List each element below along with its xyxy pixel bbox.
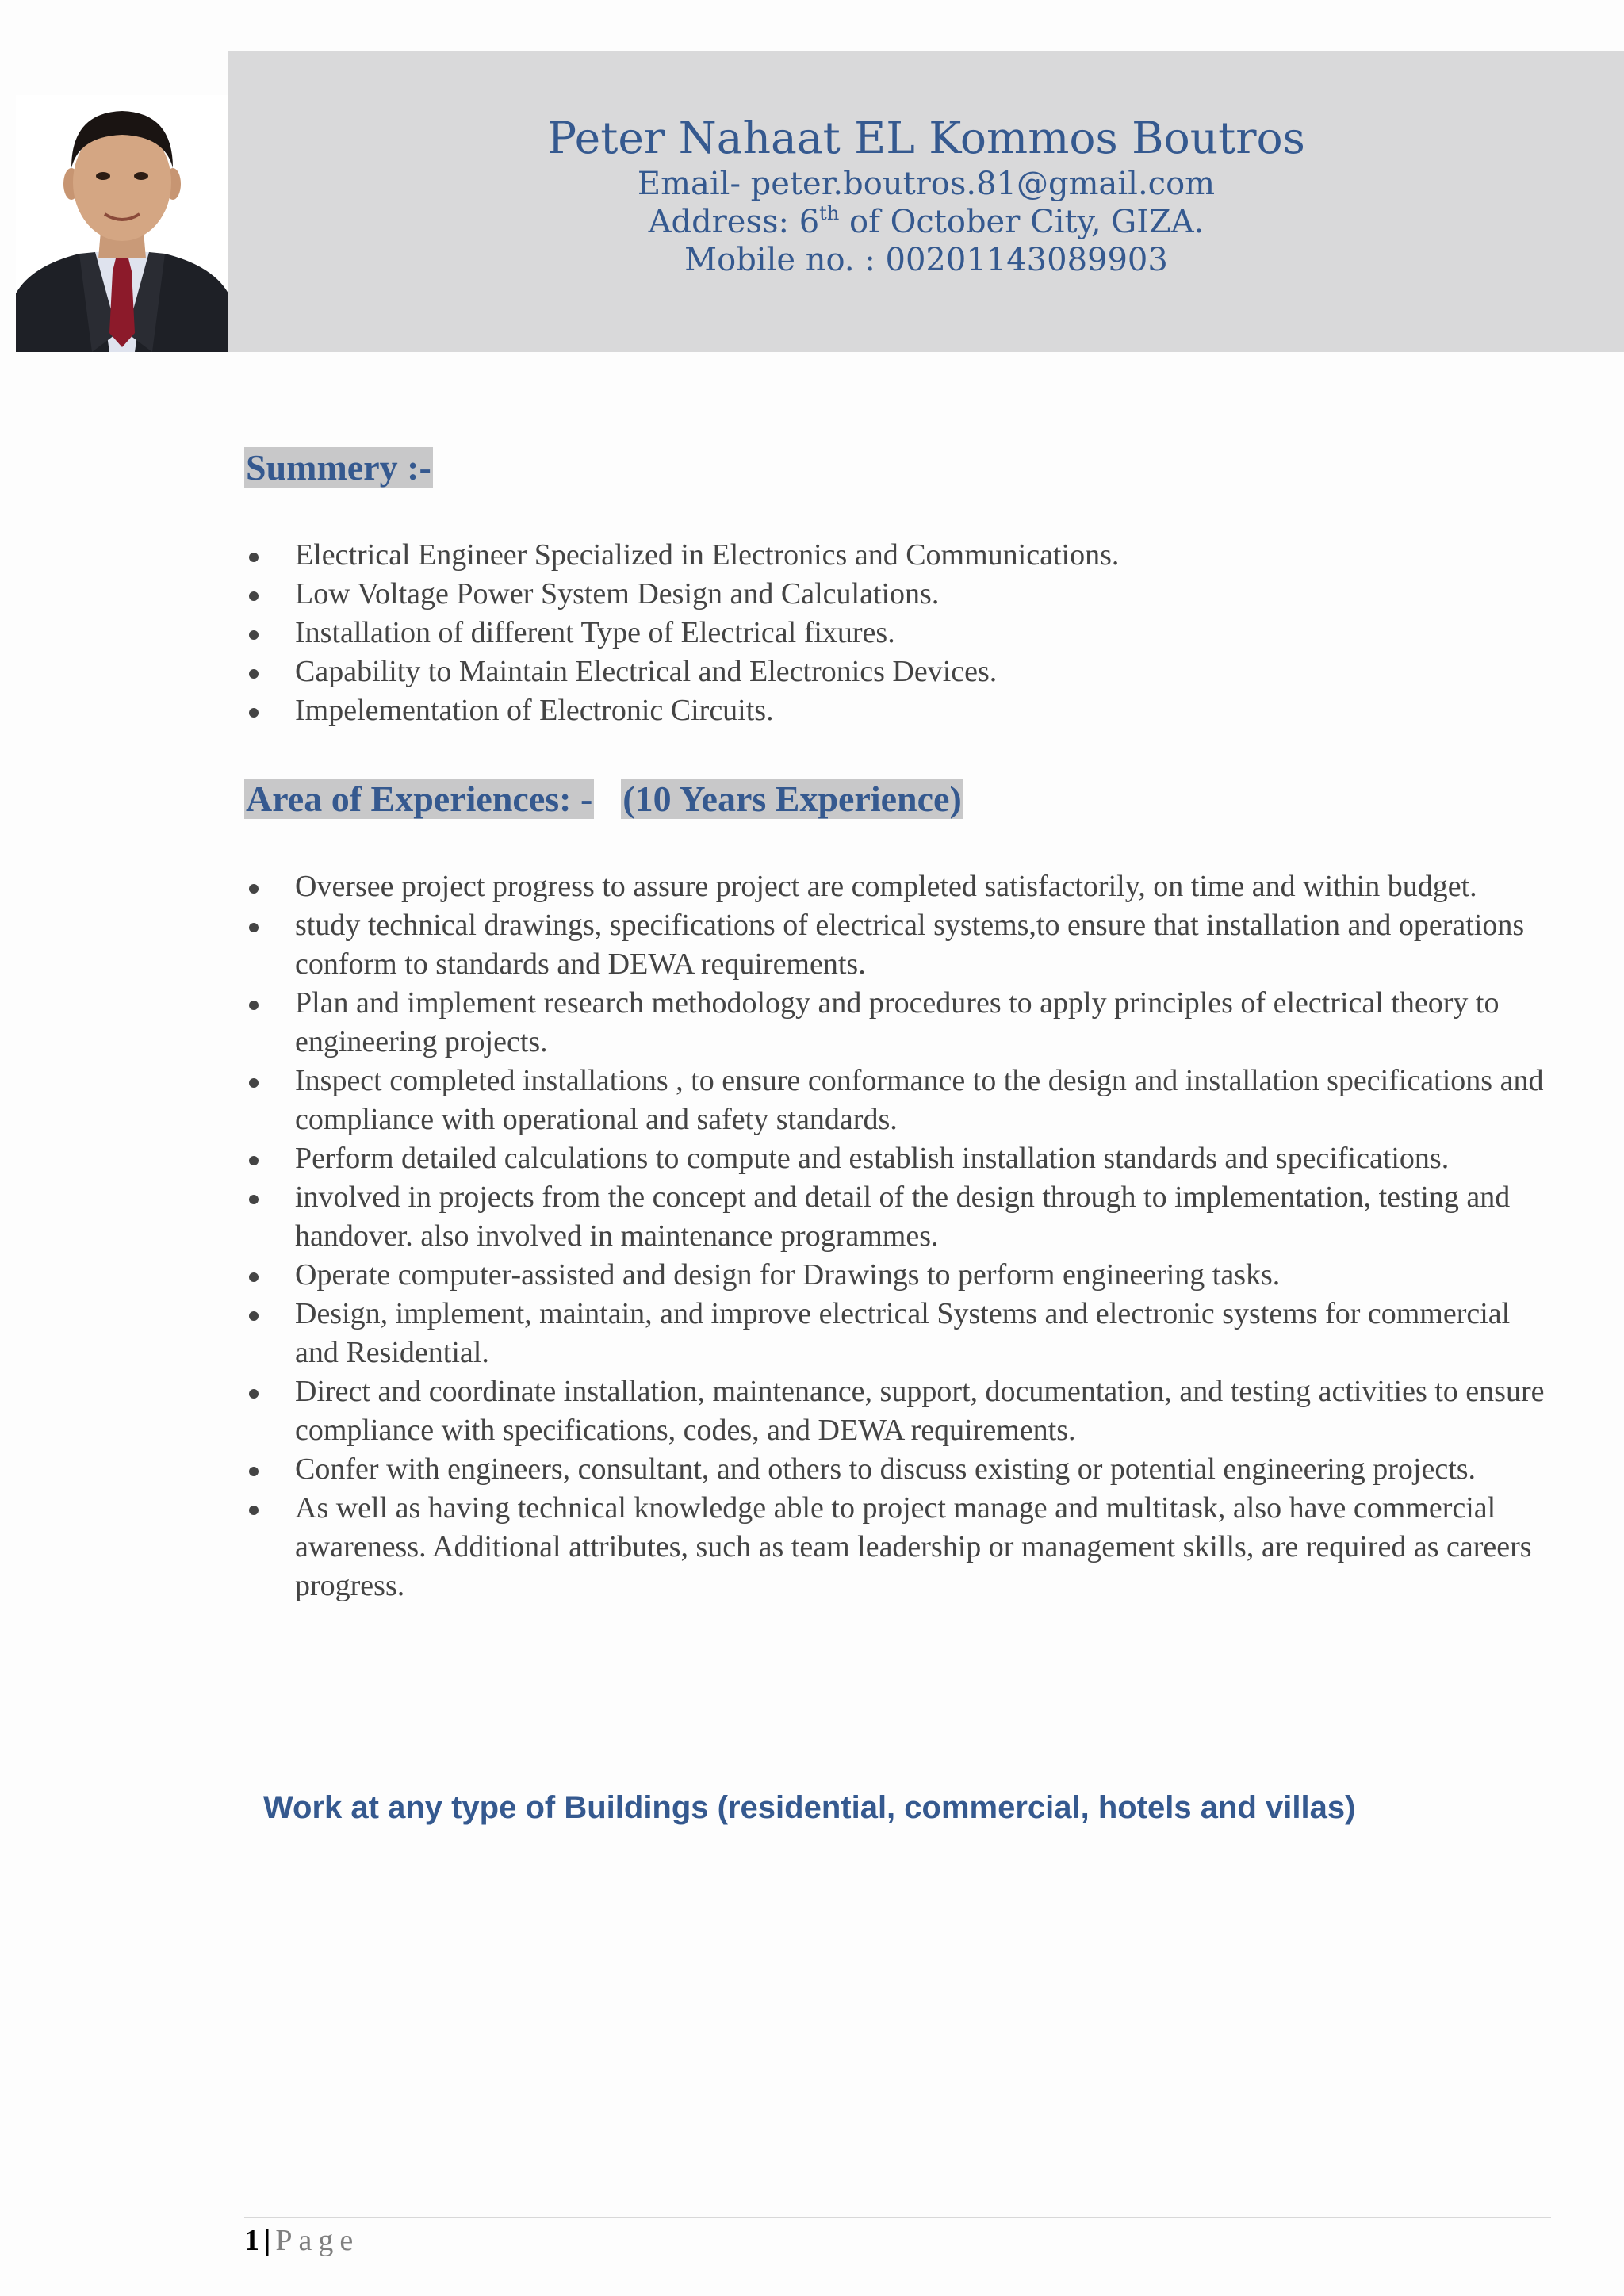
list-item: Inspect completed installations , to ensure conformance to the design and installation specifications and compliance with operational and safety standards. (244, 1062, 1545, 1139)
work-statement: Work at any type of Buildings (residential, commercial, hotels and villas) (263, 1790, 1356, 1825)
page-footer (244, 2221, 359, 2260)
page-number: 1 (244, 2224, 259, 2257)
experience-title: Area of Experiences: - (246, 779, 593, 819)
bullet-icon (249, 591, 259, 601)
mobile-line: Mobile no. : 00201143089903 (684, 242, 1168, 278)
bullet-icon (249, 630, 259, 640)
list-item: study technical drawings, specifications of electrical systems,to ensure that installation and operations conform to standards and DEWA requirements. (244, 906, 1545, 984)
bullet-icon (249, 1272, 259, 1282)
list-item: Direct and coordinate installation, maintenance, support, documentation, and testing activities to ensure compliance with specifications, codes, and DEWA requirements. (244, 1372, 1545, 1450)
list-item: Operate computer-assisted and design for Drawings to perform engineering tasks. (244, 1256, 1545, 1295)
footer-divider (244, 2217, 1551, 2218)
bullet-icon (249, 1311, 259, 1321)
list-item: Low Voltage Power System Design and Calculations. (244, 575, 1561, 614)
header-contact (228, 111, 1624, 279)
profile-photo (16, 95, 228, 352)
page-label: Page (275, 2224, 360, 2257)
address-line (228, 203, 1624, 241)
bullet-icon (249, 1506, 259, 1515)
list-item: Oversee project progress to assure project are completed satisfactorily, on time and within budget. (244, 867, 1545, 906)
list-item: As well as having technical knowledge able to project manage and multitask, also have commercial awareness. Additional attributes, such as team leadership or management skills, are required as careers progress. (244, 1489, 1545, 1605)
summary-list (244, 536, 1561, 730)
bullet-icon (249, 669, 259, 679)
bullet-icon (249, 1467, 259, 1476)
address-suffix: of October City, GIZA. (839, 204, 1205, 240)
bullet-icon (249, 1001, 259, 1010)
email-line: Email- peter.boutros.81@gmail.com (637, 166, 1216, 202)
bullet-icon (249, 1195, 259, 1204)
summary-title: Summery :- (246, 447, 431, 488)
bullet-icon (249, 923, 259, 932)
candidate-name: Peter Nahaat EL Kommos Boutros (547, 113, 1305, 163)
bullet-icon (249, 1156, 259, 1165)
experience-years: (10 Years Experience) (622, 779, 962, 819)
footer-separator: | (264, 2224, 271, 2257)
bullet-icon (249, 553, 259, 562)
list-item: Plan and implement research methodology and procedures to apply principles of electrical theory to engineering projects. (244, 984, 1545, 1062)
experience-list (244, 867, 1545, 1605)
list-item: Design, implement, maintain, and improve electrical Systems and electronic systems for commercial and Residential. (244, 1295, 1545, 1372)
experience-heading (244, 777, 963, 821)
list-item: Perform detailed calculations to compute and establish installation standards and specifications. (244, 1139, 1545, 1178)
address-ordinal: th (819, 202, 840, 224)
list-item: Electrical Engineer Specialized in Electronics and Communications. (244, 536, 1561, 575)
summary-heading (244, 446, 433, 490)
address-prefix: Address: 6 (648, 204, 820, 240)
bullet-icon (249, 1389, 259, 1399)
list-item: Installation of different Type of Electrical fixures. (244, 614, 1561, 652)
bullet-icon (249, 708, 259, 718)
bullet-icon (249, 1078, 259, 1088)
list-item: Impelementation of Electronic Circuits. (244, 691, 1561, 730)
list-item: Capability to Maintain Electrical and Electronics Devices. (244, 652, 1561, 691)
bullet-icon (249, 884, 259, 894)
list-item: Confer with engineers, consultant, and others to discuss existing or potential engineering projects. (244, 1450, 1545, 1489)
list-item: involved in projects from the concept and detail of the design through to implementation, testing and handover. also involved in maintenance programmes. (244, 1178, 1545, 1256)
